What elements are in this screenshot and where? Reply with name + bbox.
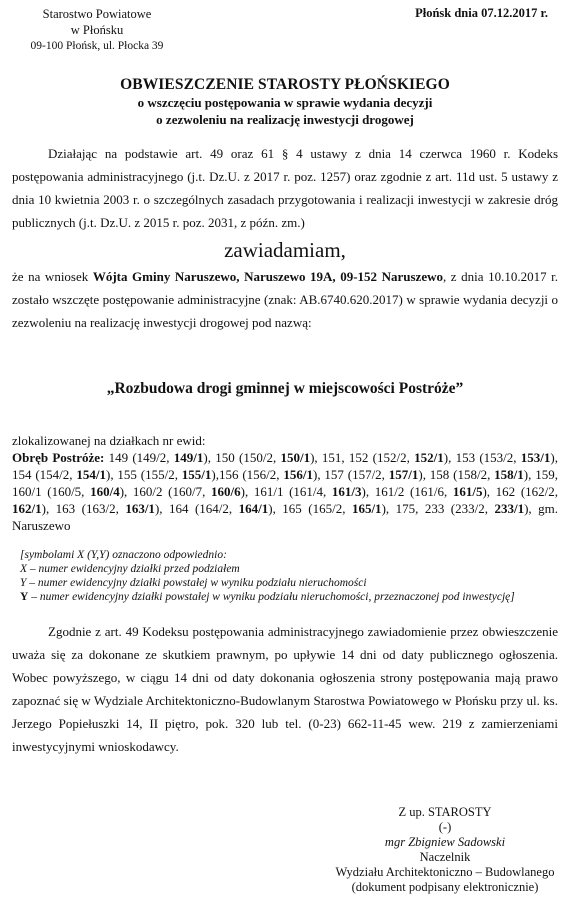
plot-number-after-division: 160/4 <box>90 484 120 499</box>
plot-numbers-text: ), 162 (162/2, <box>482 484 559 499</box>
signatory-name: mgr Zbigniew Sadowski <box>384 835 506 849</box>
legend-y-bold-text: – numer ewidencyjny działki powstałej w wyniku podziału nieruchomości, przeznaczonej pod inwestycję] <box>28 591 515 603</box>
signature-line1: Z up. STAROSTY <box>398 805 492 819</box>
document-header <box>12 0 558 62</box>
plot-number-after-division: 149/1 <box>173 450 204 465</box>
signature-line2: (-) <box>438 820 452 834</box>
signatory-position: Naczelnik <box>419 850 471 864</box>
plot-numbers-text: ), 161/2 (161/6, <box>361 484 453 499</box>
plot-numbers-text: ), gm. Naruszewo <box>12 501 558 533</box>
plot-numbers-text: ), 151, 152 (152/2, <box>310 450 415 465</box>
plot-number-after-division: 162/1 <box>12 501 42 516</box>
plots-section <box>12 432 558 534</box>
applicant-name: Wójta Gminy Naruszewo, Naruszewo 19A, 09-152 Naruszewo <box>92 269 443 284</box>
request-paragraph <box>12 265 558 334</box>
document-subtitle-line1: o wszczęciu postępowania w sprawie wydania decyzji <box>137 95 433 110</box>
legend-y-bold-symbol: Y <box>20 591 29 603</box>
legend-y: Y – numer ewidencyjny działki powstałej w wyniku podziału nieruchomości <box>20 577 367 589</box>
sender-address: 09-100 Płońsk, ul. Płocka 39 <box>30 40 164 52</box>
plot-number-after-division: 153/1 <box>520 450 551 465</box>
plot-numbers-text: ), 175, 233 (233/2, <box>381 501 495 516</box>
plot-number-after-division: 165/1 <box>351 501 382 516</box>
plot-numbers-text: ), 160/2 (160/7, <box>119 484 211 499</box>
plot-numbers-text: ), 164 (164/2, <box>154 501 239 516</box>
signatory-department: Wydziału Architektoniczno – Budowlanego <box>335 865 555 879</box>
plot-numbers-text: ), 161/1 (161/4, <box>240 484 332 499</box>
place-date: Płońsk dnia 07.12.2017 r. <box>415 6 548 20</box>
plot-number-after-division: 158/1 <box>494 467 524 482</box>
plot-numbers-text: ), 155 (155/2, <box>106 467 182 482</box>
plot-number-after-division: 161/5 <box>452 484 483 499</box>
signature-block <box>330 805 560 895</box>
legal-basis-paragraph: Działając na podstawie art. 49 oraz 61 § 4 ustawy z dnia 14 czerwca 1960 r. Kodeks postępowania administracyjnego (j.t. Dz.U. z 2017 r. poz. 1257) oraz zgodnie z art. 11d ust. 5 ustawy z dnia 10 kwietnia 2003 r. o szczególnych zasadach przygotowania i realizacji inwestycji w zakresie dróg publicznych (j.t. Dz.U. z 2015 r. poz. 2031, z późn. zm.) <box>12 146 558 230</box>
plot-number-after-division: 156/1 <box>283 467 313 482</box>
plot-number-after-division: 233/1 <box>494 501 525 516</box>
plot-numbers-text: ), 157 (157/2, <box>312 467 389 482</box>
legend-x: X – numer ewidencyjny działki przed podziałem <box>20 563 240 575</box>
plots-list <box>12 449 558 534</box>
plot-number-after-division: 155/1 <box>181 467 212 482</box>
symbol-legend <box>12 548 558 604</box>
plot-numbers-text: ), 159, 160/1 (160/5, <box>12 467 558 499</box>
investment-name: „Rozbudowa drogi gminnej w miejscowości Postróże” <box>106 380 464 397</box>
plot-number-after-division: 164/1 <box>238 501 269 516</box>
plot-number-after-division: 157/1 <box>388 467 419 482</box>
request-lead: że na wniosek <box>12 269 93 284</box>
plot-number-after-division: 160/6 <box>211 484 241 499</box>
obreb-label: Obręb Postróże: <box>12 450 105 465</box>
request-rest: , z dnia 10.10.2017 r. zostało wszczęte postępowanie administracyjne (znak: AB.6740.620.2017) w sprawie wydania decyzji o zezwoleniu na realizację inwestycji drogowej pod nazwą: <box>12 269 558 330</box>
plot-numbers-text: ), 154 (154/2, <box>12 450 558 482</box>
plot-number-after-division: 150/1 <box>280 450 311 465</box>
plot-number-after-division: 163/1 <box>125 501 155 516</box>
notice-paragraph: Zgodnie z art. 49 Kodeksu postępowania administracyjnego zawiadomienie przez obwieszczenie uważa się za dokonane ze skutkiem prawnym, po upływie 14 dni od daty publicznego ogłoszenia. Wobec powyższego, w ciągu 14 dni od daty dokonania ogłoszenia strony postępowania mają prawo zapoznać się w Wydziale Architektoniczno-Budowlanym Starostwa Powiatowego w Płońsku przy ul. ks. Jerzego Popiełuszki 14, II piętro, pok. 320 lub tel. (0-23) 662-11-45 wew. 219 z zamierzeniami inwestycyjnymi wnioskodawcy. <box>12 624 558 754</box>
plot-number-after-division: 161/3 <box>331 484 362 499</box>
plot-numbers-text: ),156 (156/2, <box>211 467 284 482</box>
announcement-word: zawiadamiam, <box>224 238 346 262</box>
sender-block <box>22 6 172 54</box>
plot-number-after-division: 154/1 <box>76 467 106 482</box>
plot-numbers-text: ), 165 (165/2, <box>268 501 352 516</box>
sender-name-line1: Starostwo Powiatowe <box>42 7 152 21</box>
signature-note: (dokument podpisany elektronicznie) <box>351 880 539 894</box>
legend-intro: [symbolami X (Y,Y) oznaczono odpowiednio: <box>20 549 227 561</box>
plot-number-after-division: 152/1 <box>414 450 444 465</box>
document-subtitle-line2: o zezwoleniu na realizację inwestycji drogowej <box>156 112 414 127</box>
plot-numbers-text: ), 158 (158/2, <box>418 467 495 482</box>
document-title: OBWIESZCZENIE STAROSTY PŁOŃSKIEGO <box>120 76 450 93</box>
sender-name-line2: w Płońsku <box>70 23 124 37</box>
title-block <box>12 76 558 128</box>
plot-numbers-text: ), 153 (153/2, <box>443 450 521 465</box>
legend-y-bold <box>20 590 558 604</box>
plots-lead: zlokalizowanej na działkach nr ewid: <box>12 433 206 448</box>
plot-numbers-text: ), 150 (150/2, <box>203 450 281 465</box>
plot-numbers-text: 149 (149/2, <box>104 450 174 465</box>
plot-numbers-text: ), 163 (163/2, <box>41 501 126 516</box>
